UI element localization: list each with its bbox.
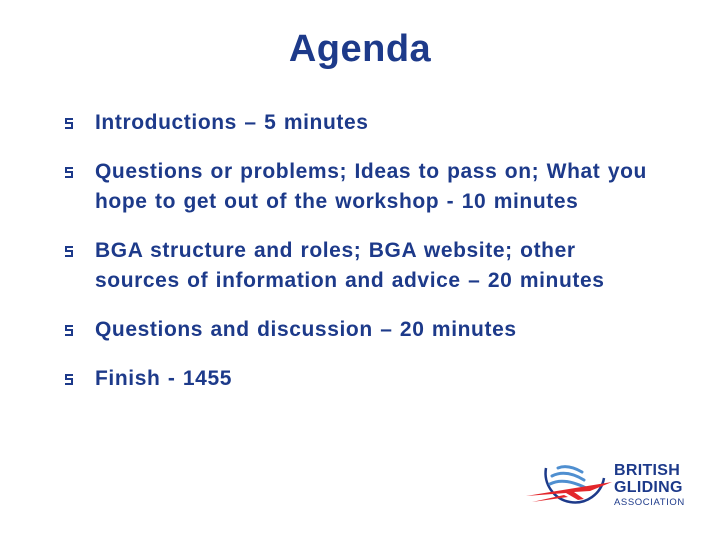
agenda-item-introductions (64, 108, 664, 138)
logo-line-gliding: GLIDING (614, 479, 683, 496)
agenda-item-text: Finish - 1455 (95, 367, 233, 390)
bullet-icon (64, 118, 74, 129)
agenda-item-finish (64, 364, 664, 394)
agenda-list (64, 108, 664, 413)
bullet-icon (64, 374, 74, 385)
agenda-item-text: BGA structure and roles; BGA website; other sources of information and advice – 20 minutes (95, 239, 605, 292)
agenda-item-bga-structure (64, 236, 664, 296)
glider-swoosh-icon (524, 456, 616, 518)
agenda-item-text: Questions and discussion – 20 minutes (95, 318, 517, 341)
agenda-item-text: Questions or problems; Ideas to pass on; What you hope to get out of the workshop - 10 minutes (95, 160, 647, 213)
bullet-icon (64, 325, 74, 336)
agenda-item-discussion (64, 315, 664, 345)
bullet-icon (64, 246, 74, 257)
agenda-item-questions-problems (64, 157, 664, 217)
bullet-icon (64, 167, 74, 178)
logo-line-association: ASSOCIATION (614, 497, 685, 508)
agenda-item-text: Introductions – 5 minutes (95, 111, 369, 134)
slide-title: Agenda (288, 28, 432, 70)
bga-logo (524, 456, 684, 518)
logo-line-british: BRITISH (614, 462, 681, 479)
